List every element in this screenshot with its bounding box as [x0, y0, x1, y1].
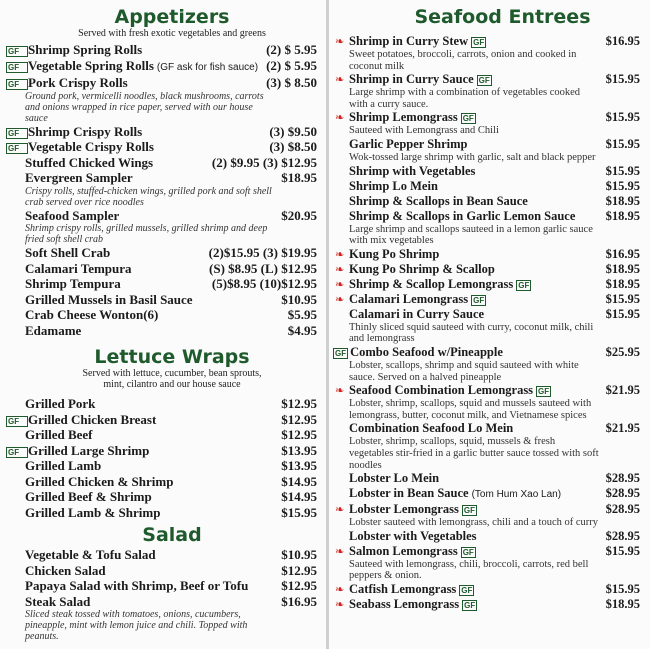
item-name: Kung Po Shrimp	[349, 246, 440, 261]
right-column	[335, 6, 640, 612]
chili-pepper-icon: ❧	[335, 384, 345, 398]
item-description: Lobster, shrimp, scallops, squid, mussels & fresh vegetables stir-fried in a garlic butter sauce tossed with soft noodles	[349, 436, 599, 471]
salad-title: Salad	[142, 524, 202, 546]
menu-item	[7, 412, 317, 428]
item-name: Calamari Lemongrass	[349, 291, 469, 306]
chili-pepper-icon: ❧	[335, 503, 345, 517]
item-name: Grilled Chicken Breast	[28, 411, 157, 427]
gf-badge-icon: GF	[464, 600, 476, 610]
item-price: $10.95	[281, 547, 317, 562]
menu-item	[335, 194, 640, 209]
item-price: $28.95	[605, 528, 640, 543]
item-price: $13.95	[281, 442, 317, 458]
gf-badge-icon: GF	[463, 506, 475, 516]
item-name: Seafood Sampler	[25, 207, 120, 223]
item-price: $28.95	[605, 486, 640, 501]
menu-item	[335, 582, 640, 597]
item-name: Chicken Salad	[25, 562, 106, 578]
item-name: Combination Seafood Lo Mein	[349, 421, 514, 436]
menu-item	[335, 544, 640, 559]
item-name: Vegetable Spring Rolls	[28, 57, 154, 73]
gf-badge-icon: GF	[6, 447, 28, 458]
item-name: Lobster Lo Mein	[349, 471, 440, 486]
item-price: $14.95	[281, 489, 317, 504]
item-price: $15.95	[605, 72, 640, 87]
item-price: (2) $ 5.95	[266, 42, 317, 57]
item-name: Soft Shell Crab	[25, 245, 111, 260]
appetizers-list	[7, 42, 317, 338]
lettuce-wraps-title: Lettuce Wraps	[94, 346, 250, 368]
menu-item	[7, 208, 317, 224]
appetizers-title: Appetizers	[114, 6, 230, 28]
chili-pepper-icon: ❧	[335, 597, 345, 611]
menu-item	[335, 307, 640, 322]
menu-item	[335, 164, 640, 179]
menu-item	[7, 547, 317, 563]
item-name: Shrimp in Curry Stew	[349, 34, 469, 48]
item-name: Shrimp Crispy Rolls	[28, 123, 143, 139]
menu-item	[335, 597, 640, 612]
menu-item	[7, 427, 317, 443]
chili-pepper-icon: ❧	[335, 262, 345, 276]
item-name: Grilled Beef	[25, 427, 93, 442]
gf-badge-icon: GF	[518, 280, 530, 290]
item-price: $15.95	[605, 291, 640, 306]
item-name: Shrimp & Scallop Lemongrass	[349, 276, 514, 291]
item-description: Sliced steak tossed with tomatoes, onions, cucumbers, pineapple, mint with lemon juice and chili. Topped with peanuts.	[25, 609, 248, 642]
item-description: Lobster, scallops, shrimp and squid sauteed with white sauce. Served on a halved pineapple	[349, 359, 579, 383]
item-price: (5)$8.95 (10)$12.95	[211, 276, 317, 291]
item-price: $15.95	[605, 110, 640, 125]
gf-badge-icon: GF	[6, 143, 28, 154]
item-inline-note: (Tom Hum Xao Lan)	[471, 489, 562, 501]
item-name: Shrimp Tempura	[25, 276, 121, 291]
item-name: Catfish Lemongrass	[349, 581, 457, 596]
menu-item	[7, 124, 317, 140]
item-price: (2) $ 5.95	[266, 57, 317, 73]
seafood-list	[335, 34, 640, 612]
menu-item	[7, 155, 317, 171]
menu-item	[7, 443, 317, 459]
item-price: (3) $9.50	[269, 123, 317, 139]
item-name: Calamari Tempura	[25, 260, 132, 276]
menu-item	[335, 247, 640, 262]
item-name: Evergreen Sampler	[25, 170, 133, 185]
menu-item	[7, 578, 317, 594]
item-description: Sweet potatoes, broccoli, carrots, onion and cooked in coconut milk	[349, 49, 577, 72]
item-price: $18.95	[605, 276, 640, 291]
item-inline-note: (GF ask for fish sauce)	[156, 61, 259, 73]
item-description: Lobster, shrimp, scallops, squid and mussels sauteed with lemongrass, butter, coconut milk, and Vietnamese spices	[349, 398, 592, 421]
item-price: $20.95	[281, 207, 317, 223]
item-price: (2)$15.95 (3) $19.95	[208, 245, 317, 260]
appetizers-subtitle: Served with fresh exotic vegetables and greens	[78, 28, 266, 39]
menu-item	[7, 75, 317, 91]
gf-badge-icon: GF	[6, 79, 28, 90]
gf-badge-icon: GF	[473, 295, 485, 305]
chili-pepper-icon: ❧	[335, 247, 345, 261]
item-price: $25.95	[605, 344, 640, 359]
item-description: Sauteed with lemongrass, chili, broccoli, carrots, red bell peppers & onion.	[349, 558, 589, 582]
item-price: $12.95	[281, 411, 317, 427]
item-name: Lobster in Bean Sauce	[349, 486, 469, 501]
item-name: Steak Salad	[25, 593, 91, 609]
gf-badge-icon: GF	[6, 128, 28, 139]
gf-badge-icon: GF	[335, 348, 347, 358]
chili-pepper-icon: ❧	[335, 277, 345, 291]
menu-item	[335, 383, 640, 398]
item-name: Lobster with Vegetables	[349, 528, 477, 543]
menu-item	[335, 262, 640, 277]
chili-pepper-icon: ❧	[335, 35, 345, 48]
item-price: $15.95	[605, 543, 640, 558]
item-name: Shrimp Lo Mein	[349, 178, 438, 193]
menu-item	[7, 292, 317, 308]
item-name: Stuffed Chicked Wings	[25, 154, 154, 170]
lettuce-wraps-list	[7, 396, 317, 520]
chili-pepper-icon: ❧	[335, 73, 345, 87]
gf-badge-icon: GF	[6, 62, 28, 73]
item-price: (S) $8.95 (L) $12.95	[209, 260, 317, 276]
item-price: $10.95	[281, 291, 317, 307]
item-name: Grilled Large Shrimp	[28, 442, 150, 458]
menu-item	[335, 137, 640, 152]
item-name: Crab Cheese Wonton(6)	[25, 307, 159, 322]
item-name: Grilled Lamb & Shrimp	[25, 504, 161, 520]
menu-item	[7, 458, 317, 474]
item-price: (3) $ 8.50	[266, 75, 317, 90]
item-name: Grilled Beef & Shrimp	[25, 489, 152, 504]
seafood-entrees-title: Seafood Entrees	[414, 6, 591, 28]
item-name: Vegetable Crispy Rolls	[28, 139, 154, 154]
menu-item	[335, 277, 640, 292]
gf-badge-icon: GF	[6, 416, 28, 427]
item-description: Sauteed with Lemongrass and Chili	[349, 125, 499, 137]
gf-badge-icon: GF	[461, 585, 473, 595]
item-name: Grilled Lamb	[25, 458, 102, 473]
gf-badge-icon: GF	[462, 547, 474, 557]
menu-item	[7, 505, 317, 521]
menu-item	[335, 421, 640, 436]
item-price: $15.95	[281, 504, 317, 520]
item-price: $12.95	[281, 396, 317, 411]
gf-badge-icon: GF	[6, 46, 28, 57]
gf-badge-icon: GF	[478, 76, 490, 86]
menu-item	[7, 261, 317, 277]
menu-item	[7, 139, 317, 155]
item-price: $18.95	[281, 170, 317, 185]
item-description: Crispy rolls, stuffed-chicken wings, grilled pork and soft shell crab served over rice noodles	[25, 185, 272, 208]
item-description: Ground pork, vermicelli noodles, black mushrooms, carrots and onions wrapped in rice paper, served with our house sauce	[25, 90, 264, 124]
item-price: $13.95	[281, 458, 317, 473]
item-name: Vegetable & Tofu Salad	[25, 547, 156, 562]
menu-item	[7, 245, 317, 261]
menu-item	[7, 307, 317, 323]
menu-item	[7, 42, 317, 58]
item-price: $15.95	[605, 178, 640, 193]
item-price: $12.95	[281, 427, 317, 442]
chili-pepper-icon: ❧	[335, 544, 345, 558]
menu-item	[335, 471, 640, 486]
gf-badge-icon: GF	[473, 38, 485, 47]
gf-badge-icon: GF	[462, 114, 474, 124]
item-name: Lobster Lemongrass	[349, 502, 459, 517]
item-price: $28.95	[605, 502, 640, 517]
item-name: Papaya Salad with Shrimp, Beef or Tofu	[25, 578, 249, 593]
item-price: $15.95	[605, 581, 640, 596]
item-description: Large shrimp with a combination of vegetables cooked with a curry sauce.	[349, 87, 581, 110]
menu-item	[7, 474, 317, 490]
item-price: $15.95	[605, 306, 640, 321]
item-name: Edamame	[25, 322, 82, 338]
lettuce-wraps-subtitle: Served with lettuce, cucumber, bean sprouts, mint, cilantro and our house sauce	[82, 368, 262, 390]
item-price: $18.95	[605, 193, 640, 208]
menu-item	[7, 594, 317, 610]
item-name: Grilled Pork	[25, 396, 96, 411]
item-price: $16.95	[605, 246, 640, 261]
salad-list	[7, 547, 317, 642]
item-price: $16.95	[281, 593, 317, 609]
item-name: Grilled Chicken & Shrimp	[25, 473, 174, 489]
item-name: Pork Crispy Rolls	[28, 75, 128, 90]
menu-item	[7, 396, 317, 412]
item-description: Shrimp crispy rolls, grilled mussels, grilled shrimp and deep fried soft shell crab	[25, 223, 268, 245]
chili-pepper-icon: ❧	[335, 292, 345, 306]
item-price: $5.95	[287, 307, 317, 322]
item-name: Garlic Pepper Shrimp	[349, 136, 468, 151]
item-name: Shrimp Spring Rolls	[28, 42, 143, 57]
item-name: Calamari in Curry Sauce	[349, 306, 485, 321]
item-price: $14.95	[281, 473, 317, 489]
item-price: $28.95	[605, 471, 640, 486]
menu-item	[335, 72, 640, 87]
item-price: $12.95	[281, 562, 317, 578]
menu-item	[335, 345, 640, 360]
item-description: Large shrimp and scallops sauteed in a lemon garlic sauce with mix vegetables	[349, 223, 593, 247]
menu-item	[335, 292, 640, 307]
menu-item	[7, 563, 317, 579]
menu-item	[335, 179, 640, 194]
item-price: $15.95	[605, 136, 640, 151]
menu-item	[7, 170, 317, 186]
gf-badge-icon: GF	[538, 387, 550, 397]
item-name: Combo Seafood w/Pineapple	[350, 344, 503, 359]
item-price: $15.95	[605, 163, 640, 178]
right-menu-page	[329, 0, 650, 649]
item-price: $4.95	[287, 322, 317, 338]
left-column	[7, 6, 317, 642]
menu-item	[335, 209, 640, 224]
item-name: Salmon Lemongrass	[349, 543, 458, 558]
item-description: Thinly sliced squid sauteed with curry, coconut milk, chili and lemongrass	[349, 321, 594, 345]
item-price: $21.95	[605, 383, 640, 398]
menu-item	[335, 486, 640, 502]
item-name: Shrimp in Curry Sauce	[349, 72, 474, 87]
item-price: $18.95	[605, 208, 640, 223]
menu-item	[7, 323, 317, 339]
item-price: (3) $8.50	[269, 139, 317, 154]
chili-pepper-icon: ❧	[335, 111, 345, 125]
menu-item	[7, 276, 317, 292]
item-name: Shrimp & Scallops in Garlic Lemon Sauce	[349, 208, 576, 223]
menu-item	[7, 58, 317, 76]
item-price: (2) $9.95 (3) $12.95	[211, 154, 317, 170]
menu-item	[335, 34, 640, 49]
item-price: $21.95	[605, 421, 640, 436]
item-name: Kung Po Shrimp & Scallop	[349, 261, 495, 276]
item-name: Seafood Combination Lemongrass	[349, 383, 534, 398]
item-name: Shrimp with Vegetables	[349, 163, 476, 178]
menu-item	[335, 502, 640, 517]
item-price: $18.95	[605, 261, 640, 276]
item-description: Lobster sauteed with lemongrass, chili and a touch of curry	[349, 517, 599, 529]
menu-item	[335, 110, 640, 125]
menu-item	[7, 489, 317, 505]
item-price: $16.95	[605, 34, 640, 48]
item-price: $18.95	[605, 596, 640, 611]
item-name: Shrimp & Scallops in Bean Sauce	[349, 193, 528, 208]
item-description: Wok-tossed large shrimp with garlic, salt and black pepper	[349, 151, 596, 163]
item-price: $12.95	[281, 578, 317, 593]
chili-pepper-icon: ❧	[335, 582, 345, 596]
item-name: Grilled Mussels in Basil Sauce	[25, 291, 193, 307]
item-name: Seabass Lemongrass	[349, 596, 460, 611]
item-name: Shrimp Lemongrass	[349, 110, 458, 125]
menu-item	[335, 529, 640, 544]
